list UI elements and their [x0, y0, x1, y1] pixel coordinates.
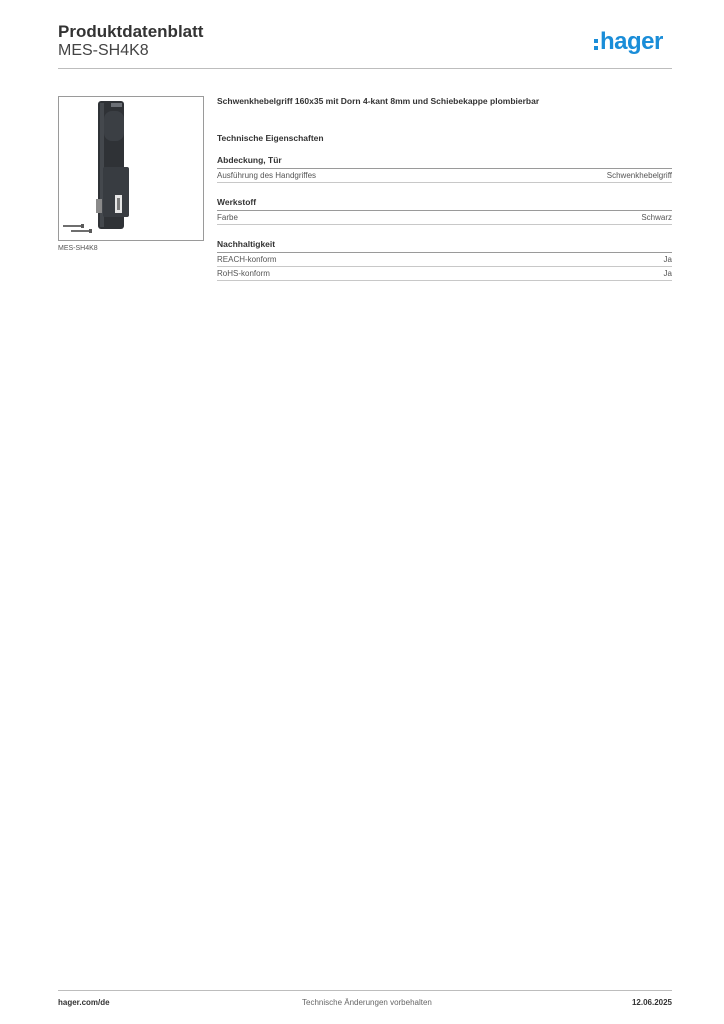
footer-date: 12.06.2025 [631, 998, 672, 1007]
property-row [217, 169, 672, 183]
logo-colon-icon [594, 39, 598, 50]
footer-notice: Technische Änderungen vorbehalten [302, 998, 432, 1007]
property-group-title: Nachhaltigkeit [217, 239, 672, 253]
document-title: Produktdatenblatt [58, 22, 204, 41]
property-group-title: Werkstoff [217, 197, 672, 211]
handle-label-shape [111, 103, 122, 107]
product-content [217, 96, 672, 281]
property-value: Ja [663, 255, 672, 264]
property-label: Farbe [217, 213, 238, 222]
footer-divider [58, 990, 672, 991]
property-row [217, 211, 672, 225]
property-value: Schwarz [641, 213, 672, 222]
property-group-werkstoff [217, 197, 672, 225]
property-value: Ja [663, 269, 672, 278]
property-value: Schwenkhebelgriff [606, 171, 672, 180]
screw-shape [63, 225, 81, 227]
property-label: RoHS-konform [217, 269, 270, 278]
mounting-pin-shape [96, 199, 102, 213]
handle-knob-shape [104, 111, 124, 141]
property-label: REACH-konform [217, 255, 277, 264]
hager-logo [594, 28, 663, 56]
product-description: Schwenkhebelgriff 160x35 mit Dorn 4-kant 8mm und Schiebekappe plombierbar [217, 96, 540, 106]
screw-head-shape [81, 224, 84, 228]
property-group-abdeckung [217, 155, 672, 183]
header-divider [58, 68, 672, 69]
section-heading-technical: Technische Eigenschaften [217, 133, 324, 143]
product-image-frame [58, 96, 204, 241]
logo-text: hager [600, 28, 663, 55]
product-image-caption: MES-SH4K8 [58, 245, 98, 252]
product-code-title: MES-SH4K8 [58, 42, 149, 59]
property-group-title: Abdeckung, Tür [217, 155, 672, 169]
footer-website-link[interactable]: hager.com/de [58, 998, 110, 1007]
keyhole-inner-shape [117, 198, 120, 210]
screw-head-shape [89, 229, 92, 233]
product-image [59, 97, 203, 240]
screw-shape [71, 230, 89, 232]
property-row [217, 253, 672, 267]
property-row [217, 267, 672, 281]
property-label: Ausführung des Handgriffes [217, 171, 317, 180]
property-group-nachhaltigkeit [217, 239, 672, 281]
